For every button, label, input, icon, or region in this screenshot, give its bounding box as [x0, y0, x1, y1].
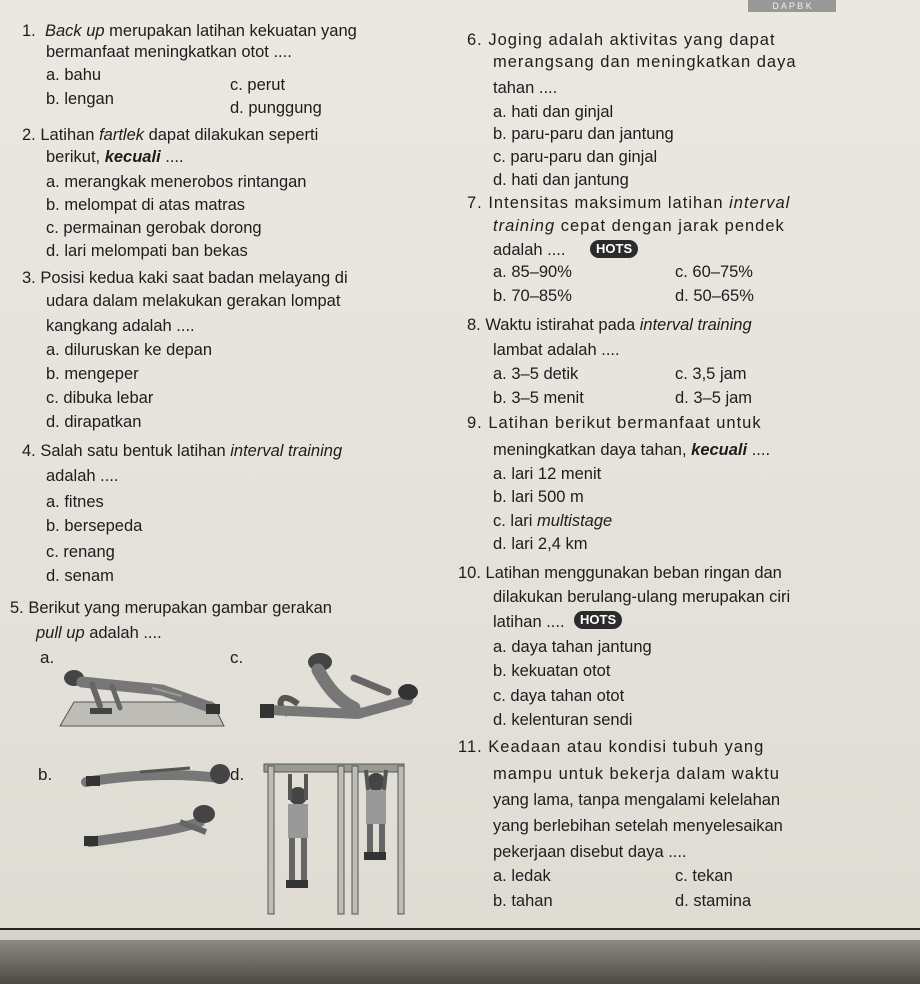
option-7a[interactable]: a. 85–90% — [493, 263, 572, 281]
question-3-line1: 3. Posisi kedua kaki saat badan melayang di — [22, 269, 348, 287]
question-1-line1: 1. Back up merupakan latihan kekuatan yang — [22, 22, 357, 40]
background-surface — [0, 940, 920, 984]
hots-badge-q7: HOTS — [590, 240, 638, 258]
option-8d[interactable]: d. 3–5 jam — [675, 389, 753, 407]
option-9c[interactable]: c. lari multistage — [493, 512, 613, 530]
question-10-line2: dilakukan berulang-ulang merupakan ciri — [493, 588, 791, 606]
question-2-line1: 2. Latihan fartlek dapat dilakukan seperti — [22, 126, 319, 144]
option-11b[interactable]: b. tahan — [493, 892, 553, 910]
question-7-line3: adalah .... — [493, 241, 566, 259]
option-1b[interactable]: b. lengan — [46, 90, 114, 108]
option-9a[interactable]: a. lari 12 menit — [493, 465, 602, 483]
hots-badge-q10: HOTS — [574, 611, 622, 629]
pushup-figure[interactable] — [52, 650, 232, 730]
option-10d[interactable]: d. kelenturan sendi — [493, 711, 633, 729]
figure-label-b[interactable]: b. — [38, 765, 53, 784]
question-10-line1: 10. Latihan menggunakan beban ringan dan — [458, 564, 782, 582]
option-2a[interactable]: a. merangkak menerobos rintangan — [46, 173, 307, 191]
option-3b[interactable]: b. mengeper — [46, 365, 139, 383]
question-4-line1: 4. Salah satu bentuk latihan interval training — [22, 442, 343, 460]
backup-figure[interactable] — [80, 762, 240, 852]
option-11a[interactable]: a. ledak — [493, 867, 551, 885]
option-2c[interactable]: c. permainan gerobak dorong — [46, 219, 262, 237]
question-7-line2: training cepat dengan jarak pendek — [493, 217, 785, 235]
option-6c[interactable]: c. paru-paru dan ginjal — [493, 148, 658, 166]
question-4-line2: adalah .... — [46, 467, 119, 485]
question-7-line1: 7. Intensitas maksimum latihan interval — [467, 194, 791, 212]
option-7b[interactable]: b. 70–85% — [493, 287, 572, 305]
option-7d[interactable]: d. 50–65% — [675, 287, 754, 305]
question-5-line1: 5. Berikut yang merupakan gambar gerakan — [10, 599, 332, 617]
option-11d[interactable]: d. stamina — [675, 892, 752, 910]
option-8b[interactable]: b. 3–5 menit — [493, 389, 584, 407]
option-3a[interactable]: a. diluruskan ke depan — [46, 341, 213, 359]
figure-label-d[interactable]: d. — [230, 765, 245, 784]
question-6-line3: tahan .... — [493, 79, 558, 97]
option-7c[interactable]: c. 60–75% — [675, 263, 753, 281]
question-1-line2: bermanfaat meningkatkan otot .... — [46, 43, 292, 61]
question-11-line1: 11. Keadaan atau kondisi tubuh yang — [458, 738, 765, 756]
option-10b[interactable]: b. kekuatan otot — [493, 662, 611, 680]
question-11-line3: yang lama, tanpa mengalami kelelahan — [493, 791, 781, 809]
option-2d[interactable]: d. lari melompati ban bekas — [46, 242, 248, 260]
pullup-figure[interactable] — [260, 756, 410, 916]
question-8-line1: 8. Waktu istirahat pada interval training — [467, 316, 752, 334]
figure-label-a[interactable]: a. — [40, 648, 55, 667]
option-6a[interactable]: a. hati dan ginjal — [493, 103, 614, 121]
option-8c[interactable]: c. 3,5 jam — [675, 365, 747, 383]
option-4c[interactable]: c. renang — [46, 543, 115, 561]
option-8a[interactable]: a. 3–5 detik — [493, 365, 579, 383]
option-3d[interactable]: d. dirapatkan — [46, 413, 142, 431]
question-3-line3: kangkang adalah .... — [46, 317, 195, 335]
question-9-line1: 9. Latihan berikut bermanfaat untuk — [467, 414, 762, 432]
option-6b[interactable]: b. paru-paru dan jantung — [493, 125, 674, 143]
option-4b[interactable]: b. bersepeda — [46, 517, 143, 535]
question-11-line5: pekerjaan disebut daya .... — [493, 843, 687, 861]
question-10-line3: latihan .... — [493, 613, 565, 631]
option-10a[interactable]: a. daya tahan jantung — [493, 638, 652, 656]
question-11-line2: mampu untuk bekerja dalam waktu — [493, 765, 780, 783]
option-1a[interactable]: a. bahu — [46, 66, 102, 84]
option-1d[interactable]: d. punggung — [230, 99, 322, 117]
question-6-line2: merangsang dan meningkatkan daya — [493, 53, 797, 71]
corner-mark: D A P B K — [748, 0, 836, 12]
question-5-line2: pull up adalah .... — [36, 624, 162, 642]
option-2b[interactable]: b. melompat di atas matras — [46, 196, 245, 214]
option-9d[interactable]: d. lari 2,4 km — [493, 535, 588, 553]
question-6-line1: 6. Joging adalah aktivitas yang dapat — [467, 31, 776, 49]
option-3c[interactable]: c. dibuka lebar — [46, 389, 154, 407]
question-2-line2: berikut, kecuali .... — [46, 148, 184, 166]
question-8-line2: lambat adalah .... — [493, 341, 620, 359]
option-4d[interactable]: d. senam — [46, 567, 114, 585]
option-10c[interactable]: c. daya tahan otot — [493, 687, 625, 705]
option-11c[interactable]: c. tekan — [675, 867, 733, 885]
option-6d[interactable]: d. hati dan jantung — [493, 171, 629, 189]
question-3-line2: udara dalam melakukan gerakan lompat — [46, 292, 341, 310]
option-1c[interactable]: c. perut — [230, 76, 286, 94]
question-11-line4: yang berlebihan setelah menyelesaikan — [493, 817, 783, 835]
situp-figure[interactable] — [258, 648, 428, 728]
figure-label-c[interactable]: c. — [230, 648, 244, 667]
option-9b[interactable]: b. lari 500 m — [493, 488, 584, 506]
question-9-line2: meningkatkan daya tahan, kecuali .... — [493, 441, 771, 459]
option-4a[interactable]: a. fitnes — [46, 493, 104, 511]
